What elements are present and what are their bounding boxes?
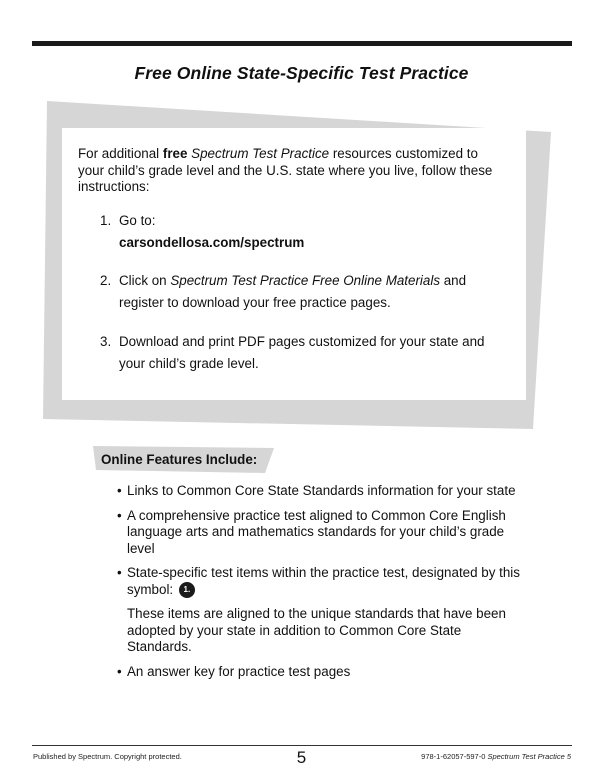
list-item: • A comprehensive practice test aligned to Common Core English language arts and mathematics standards for your child’s grade level — [117, 507, 506, 556]
step-number: 2. — [100, 273, 112, 288]
page-title: Free Online State-Specific Test Practice — [134, 63, 469, 83]
copyright-text: Published by Spectrum. Copyright protected. — [33, 752, 182, 761]
features-heading: Online Features Include: — [101, 452, 258, 467]
intro-text: For additional free Spectrum Test Practice resources customized to your child’s grade level and the U.S. state where you live, follow these instructions: — [78, 146, 493, 194]
features-list — [117, 483, 527, 688]
state-specific-symbol-icon: 1. — [179, 582, 195, 598]
list-item: • Links to Common Core State Standards information for your state — [117, 483, 516, 498]
website-link[interactable]: carsondellosa.com/spectrum — [119, 235, 305, 250]
footer-rule — [32, 745, 572, 746]
bullet-glyph: • — [117, 565, 122, 580]
page-number: 5 — [296, 748, 307, 767]
book-info: 978-1-62057-597-0 Spectrum Test Practice 5 — [421, 752, 571, 761]
step-text: Click on Spectrum Test Practice Free Online Materials and register to download your free practice pages. — [119, 273, 467, 310]
step-text: Download and print PDF pages customized for your state and your child’s grade level. — [119, 334, 485, 371]
step-text: Go to: — [119, 213, 156, 228]
list-item: • State-specific test items within the practice test, designated by this symbol: 1. — [117, 565, 520, 597]
bullet-glyph: • — [117, 663, 122, 679]
step-number: 1. — [100, 213, 112, 228]
symbol-note: These items are aligned to the unique standards that have been adopted by your state in addition to Common Core State Standards. — [127, 606, 506, 654]
step-number: 3. — [100, 334, 112, 349]
bullet-glyph: • — [117, 507, 122, 523]
bullet-glyph: • — [117, 483, 122, 498]
list-item: • An answer key for practice test pages — [117, 663, 351, 679]
